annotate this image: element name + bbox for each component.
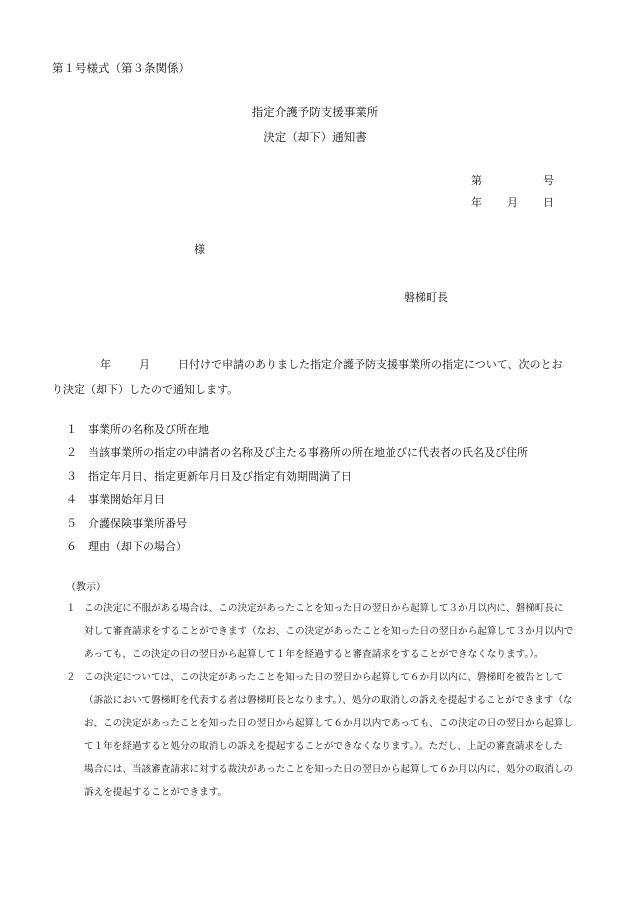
document-title-line2: 決定（却下）通知書 [263,130,367,144]
notice-heading: （教示） [66,582,106,593]
item-number: ６ [66,539,77,553]
list-item [66,465,528,488]
notice-line: この決定については、この決定があったことを知った日の翌日から起算して６か月以内に、磐梯町を被告として [84,672,564,683]
form-number: 第１号様式（第３条関係） [52,61,190,75]
list-item [66,441,528,464]
body-month-label: 月 [139,358,150,371]
item-label: 介護保険事業所番号 [88,516,187,530]
notice-line: （訴訟において磐梯町を代表する者は磐梯町長となります。）、処分の取消しの訴えを提起することができます（な [84,695,573,706]
body-year-label: 年 [100,358,111,371]
date-year-label: 年 [471,196,482,209]
item-label: 事業所の名称及び所在地 [88,423,209,436]
item-label: 理由（却下の場合） [88,539,187,553]
item-number: １ [66,423,77,436]
notice-line: 訴えを提起することができます。 [84,787,228,798]
list-item [66,488,528,511]
date-month-label: 月 [507,196,518,209]
item-label: 当該事業所の指定の申請者の名称及び主たる事務所の所在地並びに代表者の氏名及び住所 [88,446,528,460]
item-number: ３ [66,469,77,483]
issuer-name: 磐梯町長 [404,291,448,304]
body-text-line2: り決定（却下）したので通知します。 [52,383,239,396]
list-item [66,512,528,535]
list-item [66,535,528,558]
notice-number: ２ [66,672,76,683]
notice-number: １ [66,603,76,614]
body-text-line1: 日付けで申請のありました指定介護予防支援事業所の指定について、次のとお [178,358,563,371]
item-list [66,418,528,558]
item-number: ２ [66,446,77,460]
item-label: 事業開始年月日 [88,493,165,507]
list-item [66,418,528,441]
item-label: 指定年月日、指定更新年月日及び指定有効期間満了日 [88,469,352,483]
notice-line: あっても、この決定の日の翌日から起算して１年を経過すると審査請求をすることができなくなります。）。 [84,649,544,660]
body-paragraph [52,352,592,402]
notice-line: て１年を経過すると処分の取消しの訴えを提起することができなくなります。）。ただし、上記の審査請求をした [84,741,563,752]
notice-line: お、この決定があったことを知った日の翌日から起算して６か月以内であっても、この決定の日の翌日から起算し [84,718,574,729]
notice-line: 場合には、当該審査請求に対する裁決があったことを知った日の翌日から起算して６か月以内に、処分の取消しの [84,764,574,775]
date-day-label: 日 [543,196,554,209]
ref-number-prefix: 第 [471,174,482,187]
item-number: ４ [66,493,77,507]
document-title-line1: 指定介護予防支援事業所 [251,105,379,119]
ref-number-suffix: 号 [543,174,554,187]
item-number: ５ [66,516,77,530]
notice-line: この決定に不服がある場合は、この決定があったことを知った日の翌日から起算して３か月以内に、磐梯町長に [84,603,564,614]
notice-line: 対して審査請求をすることができます（なお、この決定があったことを知った日の翌日から起算して３か月以内で [84,626,574,637]
addressee-honorific: 様 [194,243,205,256]
